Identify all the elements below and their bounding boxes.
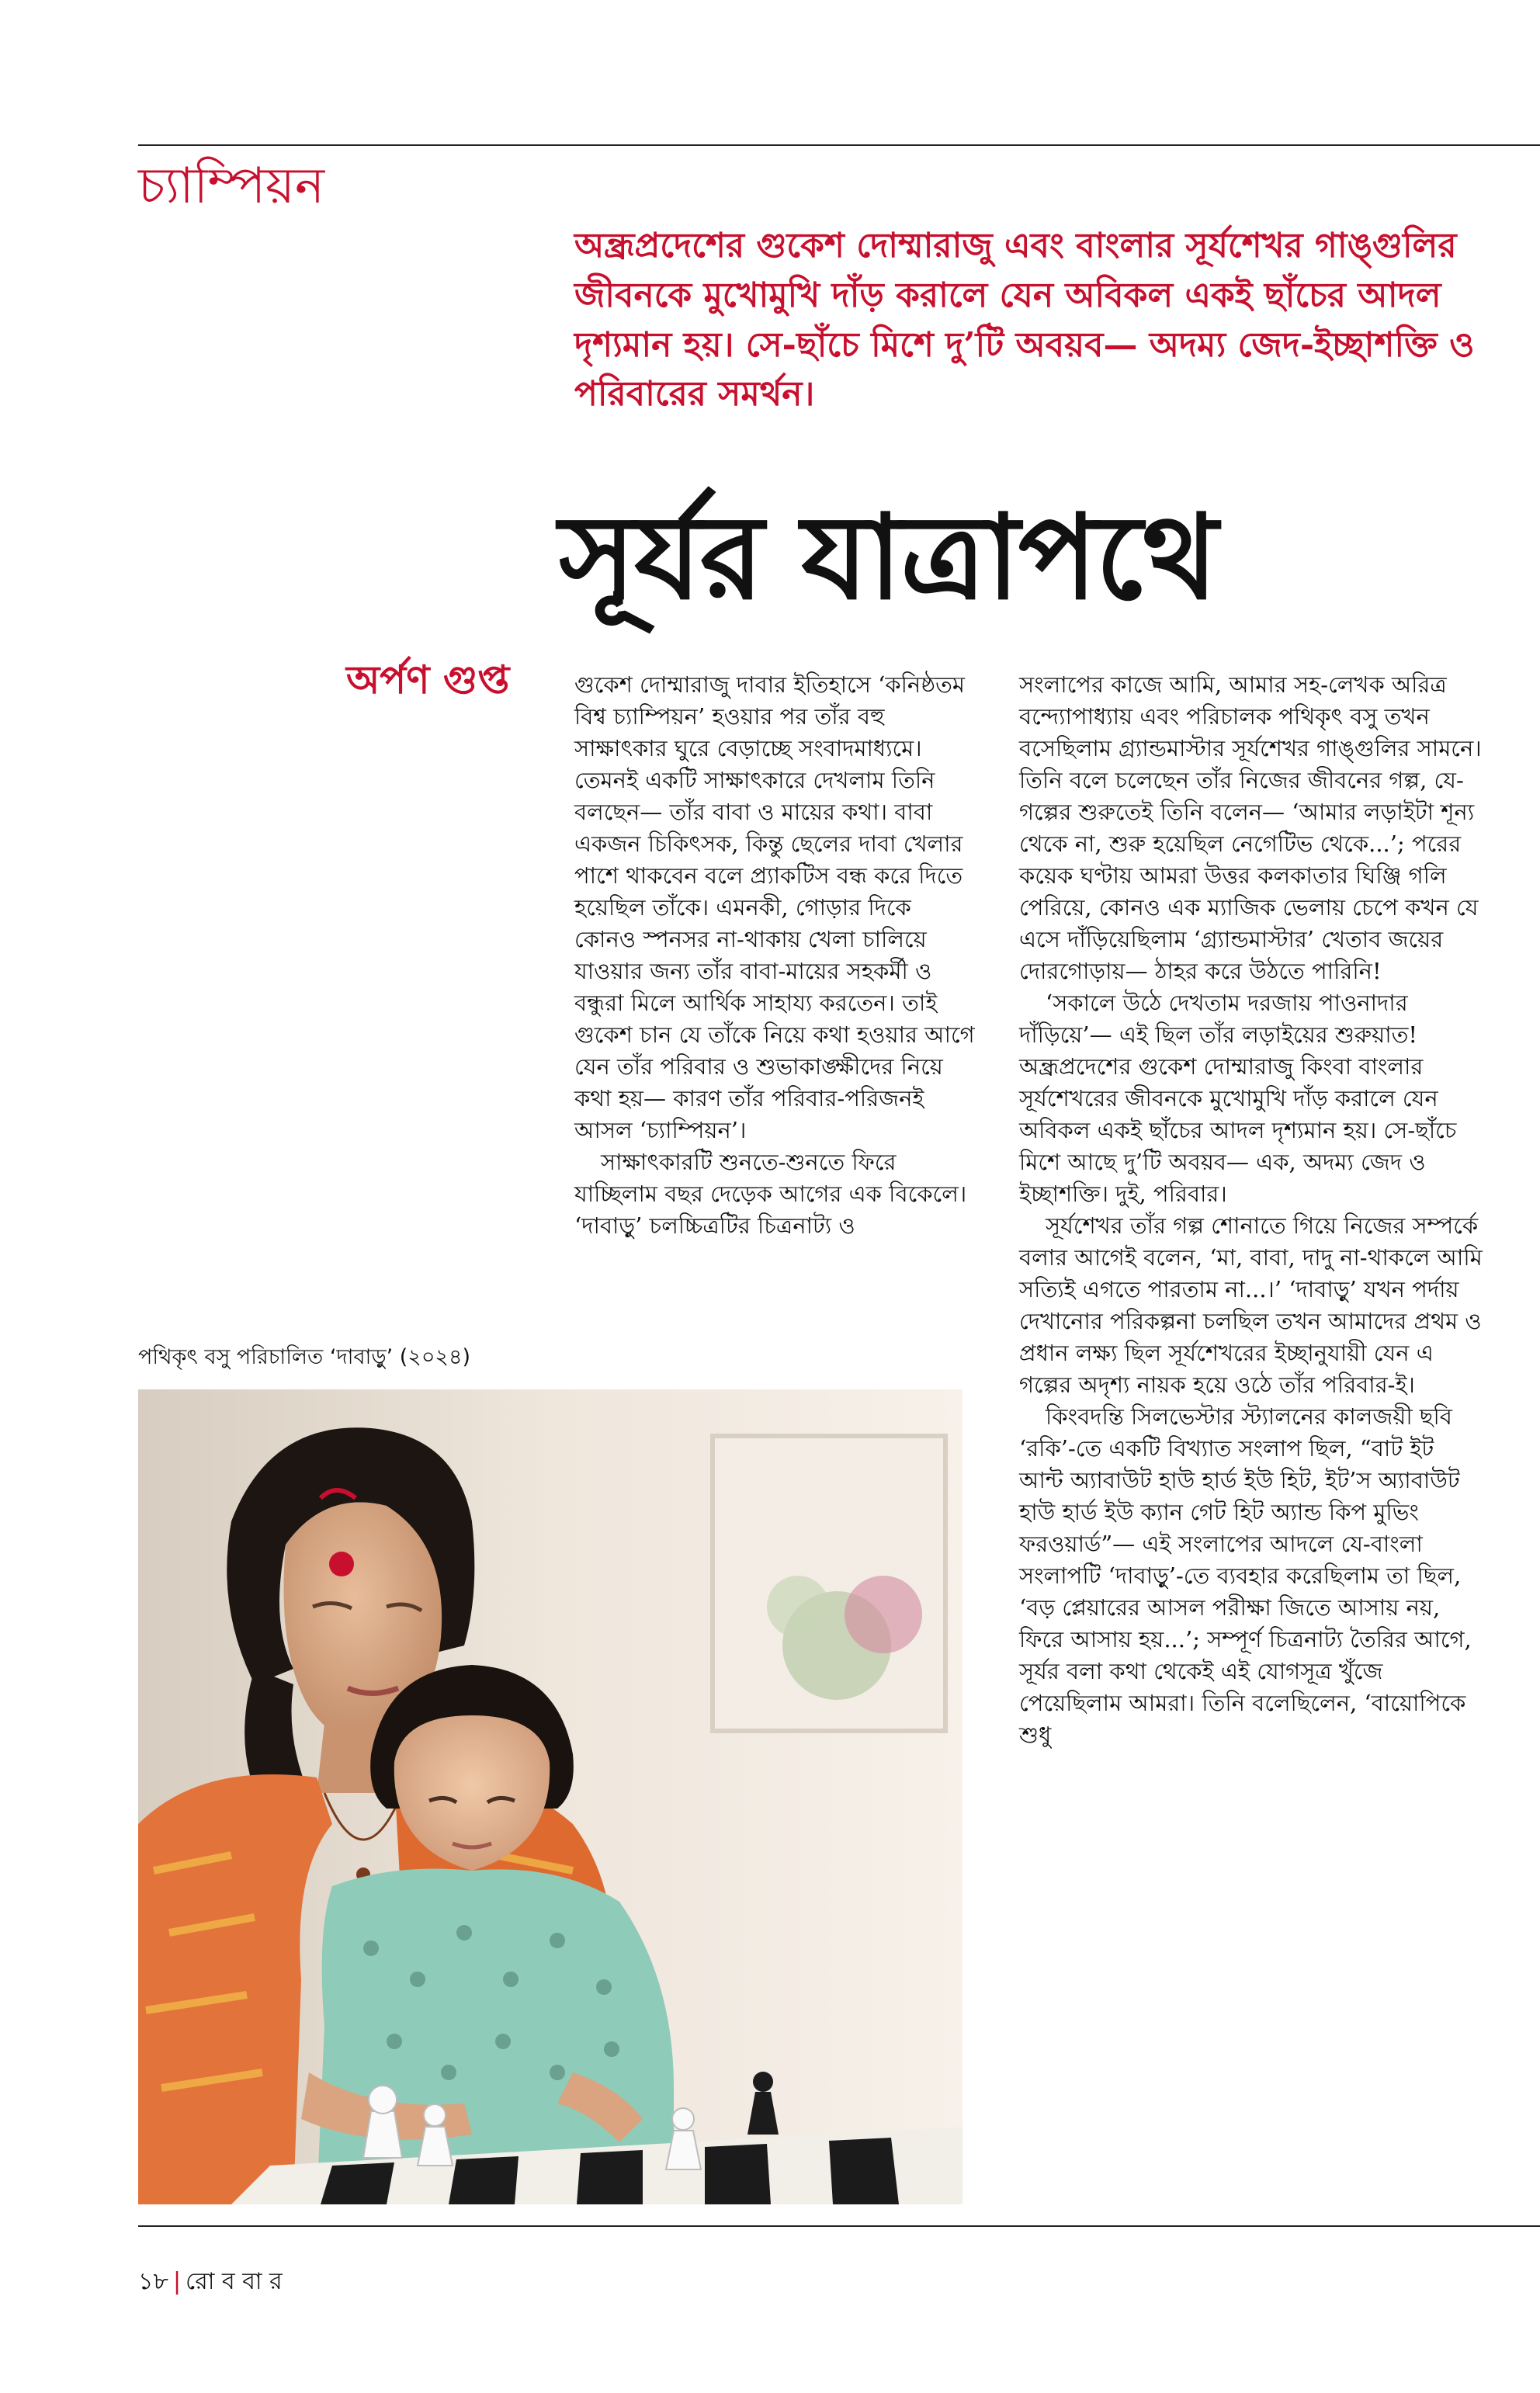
- magazine-name: রো ব বা র: [186, 2268, 283, 2295]
- bottom-rule: [138, 2225, 1540, 2227]
- film-still-photo: [138, 1389, 962, 2204]
- byline: অর্পণ গুপ্ত: [346, 657, 510, 702]
- intro-deck: অন্ধ্রপ্রদেশের গুকেশ দোম্মারাজু এবং বাংলার সূর্যশেখর গাঙ্গুলির জীবনকে মুখোমুখি দাঁড় করালে যেন অবিকল একই ছাঁচের আদল দৃশ্যমান হয়। সে-ছাঁচে মিশে দু’টি অবয়ব— অদম্য জেদ-ইচ্ছাশক্তি ও পরিবারের সমর্থন।: [574, 226, 1475, 414]
- article-column-2: [1019, 669, 1485, 1751]
- paragraph: গুকেশ দোম্মারাজু দাবার ইতিহাসে ‘কনিষ্ঠতম বিশ্ব চ্যাম্পিয়ন’ হওয়ার পর তাঁর বহু সাক্ষাৎকার ঘুরে বেড়াচ্ছে সংবাদমাধ্যমে। তেমনই একটি সাক্ষাৎকারে দেখলাম তিনি বলছেন— তাঁর বাবা ও মায়ের কথা। বাবা একজন চিকিৎসক, কিন্তু ছেলের দাবা খেলার পাশে থাকবেন বলে প্র্যাকটিস বন্ধ করে দিতে হয়েছিল তাঁকে। এমনকী, গোড়ার দিকে কোনও স্পনসর না-থাকায় খেলা চালিয়ে যাওয়ার জন্য তাঁর বাবা-মায়ের সহকর্মী ও বন্ধুরা মিলে আর্থিক সাহায্য করতেন। তাই গুকেশ চান যে তাঁকে নিয়ে কথা হওয়ার আগে যেন তাঁর পরিবার ও শুভাকাঙ্ক্ষীদের নিয়ে কথা হয়— কারণ তাঁর পরিবার-পরিজনই আসল ‘চ্যাম্পিয়ন’।: [574, 671, 975, 1143]
- paragraph: সংলাপের কাজে আমি, আমার সহ-লেখক অরিত্র বন্দ্যোপাধ্যায় এবং পরিচালক পথিকৃৎ বসু তখন বসেছিলাম গ্র্যান্ডমাস্টার সূর্যশেখর গাঙ্গুলির সামনে। তিনি বলে চলেছেন তাঁর নিজের জীবনের গল্প, যে-গল্পের শুরুতেই তিনি বলেন— ‘আমার লড়াইটা শূন্য থেকে না, শুরু হয়েছিল নেগেটিভ থেকে...’; পরের কয়েক ঘণ্টায় আমরা উত্তর কলকাতার ঘিঞ্জি গলি পেরিয়ে, কোনও এক ম্যাজিক ভেলায় চেপে কখন যে এসে দাঁড়িয়েছিলাম ‘গ্র্যান্ডমাস্টার’ খেতাব জয়ের দোরগোড়ায়— ঠাহর করে উঠতে পারিনি!: [1019, 671, 1482, 984]
- paragraph: ‘সকালে উঠে দেখতাম দরজায় পাওনাদার দাঁড়িয়ে’— এই ছিল তাঁর লড়াইয়ের শুরুয়াত! অন্ধ্রপ্রদেশের গুকেশ দোম্মারাজু কিংবা বাংলার সূর্যশেখরের জীবনকে মুখোমুখি দাঁড় করালে যেন অবিকল একই ছাঁচের আদল দৃশ্যমান হয়। সে-ছাঁচে মিশে আছে দু’টি অবয়ব— এক, অদম্য জেদ ও ইচ্ছাশক্তি। দুই, পরিবার।: [1019, 990, 1457, 1207]
- paragraph: কিংবদন্তি সিলভেস্টার স্ট্যালনের কালজয়ী ছবি ‘রকি’-তে একটি বিখ্যাত সংলাপ ছিল, “বাট ইট আন্ট অ্যাবাউট হাউ হার্ড ইউ হিট, ইট’স অ্যাবাউট হাউ হার্ড ইউ ক্যান গেট হিট অ্যান্ড কিপ মুভিং ফরওয়ার্ড”— এই সংলাপের আদলে যে-বাংলা সংলাপটি ‘দাবাড়ু’-তে ব্যবহার করেছিলাম তা ছিল, ‘বড় প্লেয়ারের আসল পরীক্ষা জিতে আসায় নয়, ফিরে আসায় হয়...’; সম্পূর্ণ চিত্রনাট্য তৈরির আগে, সূর্যর বলা কথা থেকেই এই যোগসূত্র খুঁজে পেয়েছিলাম আমরা। তিনি বলেছিলেন, ‘বায়োপিকে শুধু: [1019, 1403, 1472, 1748]
- photo-illustration: [138, 1389, 962, 2204]
- section-label: চ্যাম্পিয়ন: [138, 158, 325, 215]
- top-rule: [138, 144, 1540, 146]
- paragraph: সূর্যশেখর তাঁর গল্প শোনাতে গিয়ে নিজের সম্পর্কে বলার আগেই বলেন, ‘মা, বাবা, দাদু না-থাকলে আমি সত্যিই এগতে পারতাম না...।’ ‘দাবাড়ু’ যখন পর্দায় দেখানোর পরিকল্পনা চলছিল তখন আমাদের প্রথম ও প্রধান লক্ষ্য ছিল সূর্যশেখরের ইচ্ছানুযায়ী যেন এ গল্পের অদৃশ্য নায়ক হয়ে ওঠে তাঁর পরিবার-ই।: [1019, 1212, 1483, 1398]
- headline: সূর্যর যাত্রাপথে: [559, 489, 1217, 626]
- paragraph: সাক্ষাৎকারটি শুনতে-শুনতে ফিরে যাচ্ছিলাম বছর দেড়েক আগের এক বিকেলে। ‘দাবাড়ু’ চলচ্চিত্রটির চিত্রনাট্য ও: [574, 1149, 967, 1239]
- page-folio: [138, 2263, 283, 2302]
- page-number: ১৮: [138, 2268, 168, 2295]
- folio-separator: |: [172, 2268, 182, 2295]
- photo-caption: পথিকৃৎ বসু পরিচালিত ‘দাবাড়ু’ (২০২৪): [138, 1345, 471, 1369]
- article-column-1: [574, 669, 978, 1242]
